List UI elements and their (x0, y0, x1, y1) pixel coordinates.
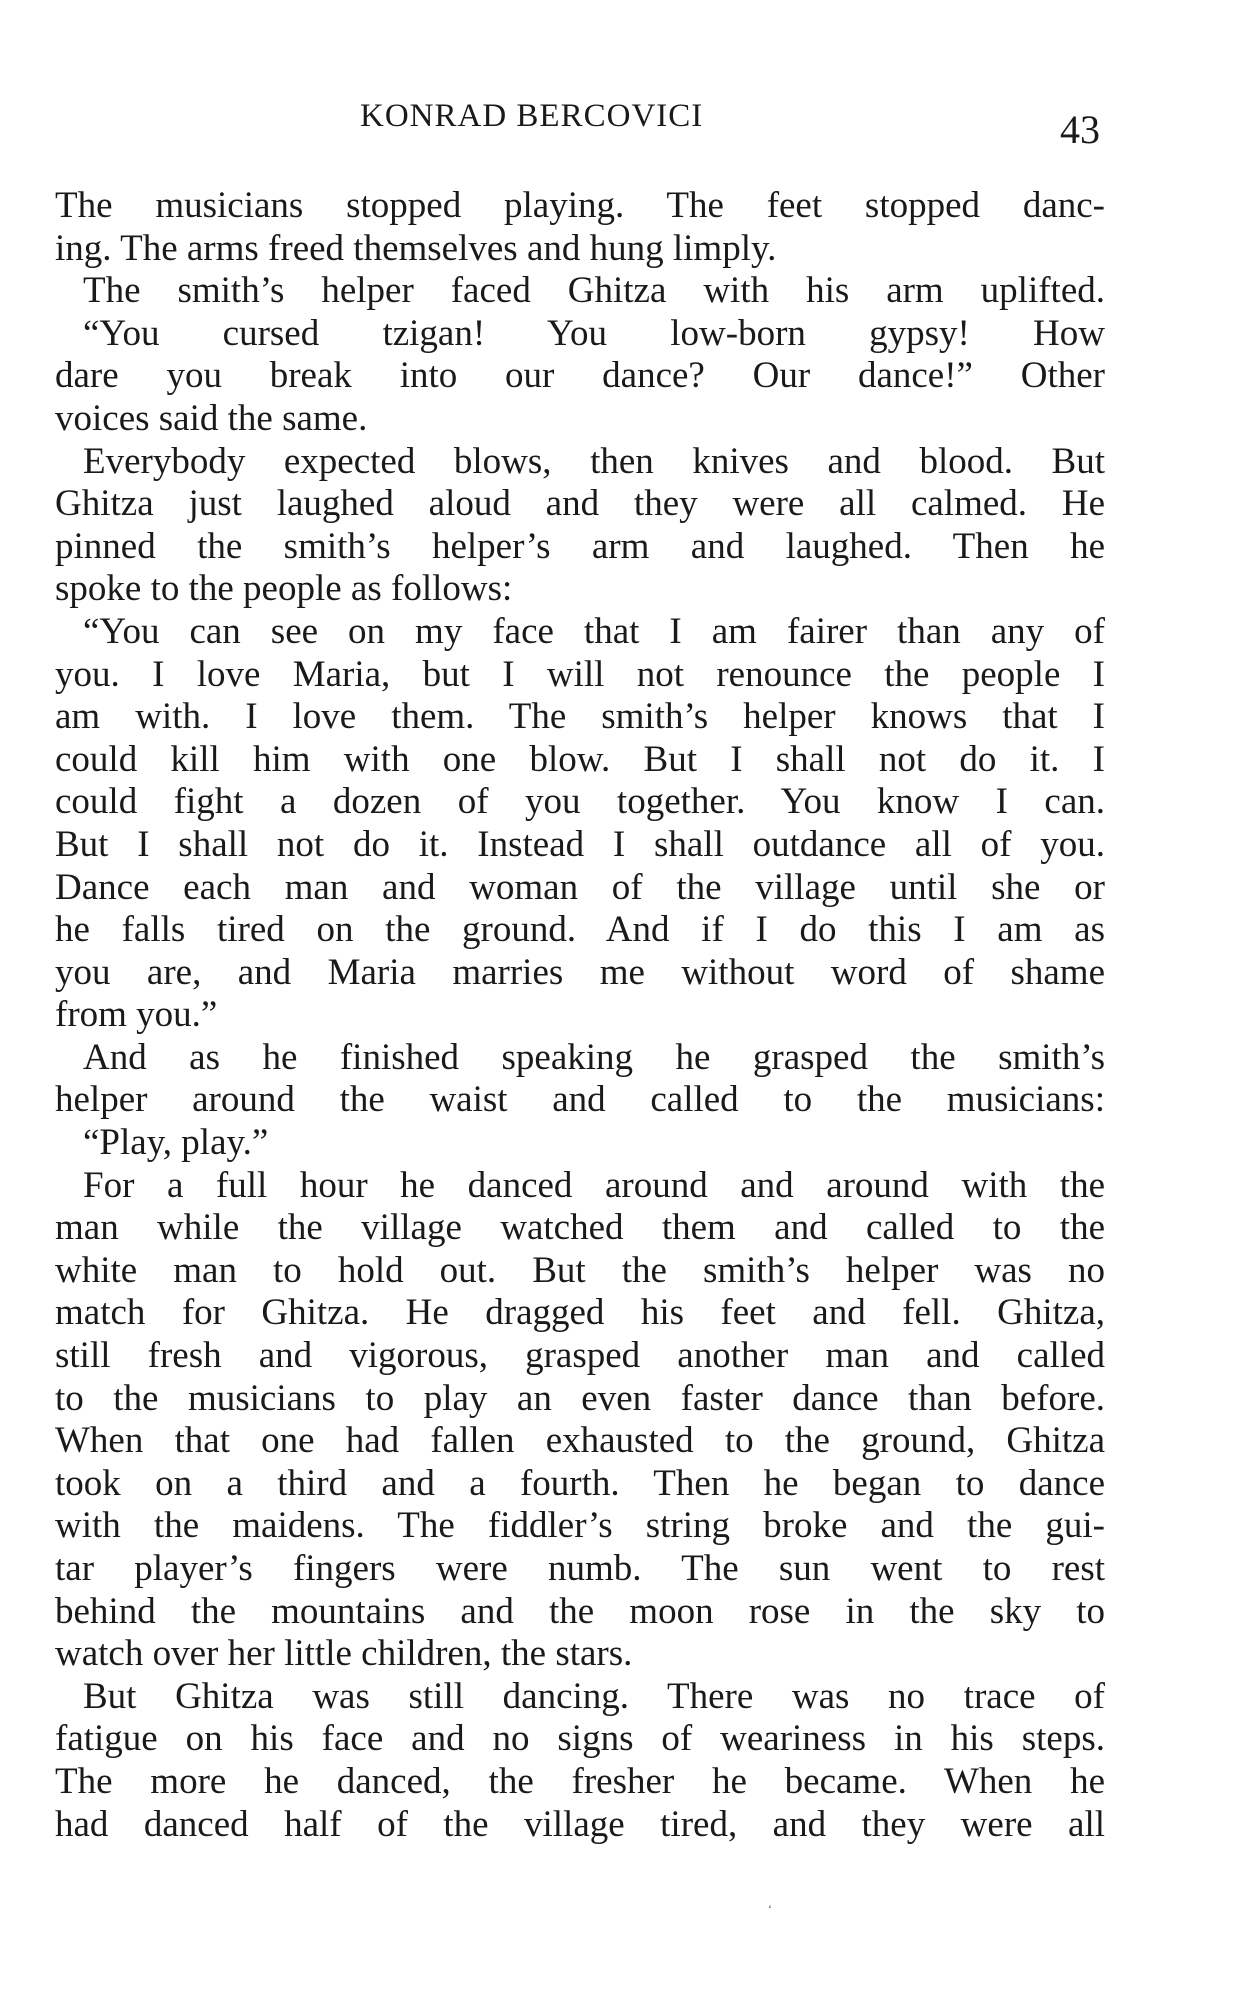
text-line: “You can see on my face that I am fairer than any of (83, 610, 1105, 652)
running-head: KONRAD BERCOVICI (360, 98, 704, 134)
text-line: with the maidens. The fiddler’s string broke and the gui- (55, 1505, 1105, 1547)
text-line: match for Ghitza. He dragged his feet and fell. Ghitza, (55, 1292, 1105, 1334)
text-line: Ghitza just laughed aloud and they were all calmed. He (55, 483, 1105, 525)
text-line: fatigue on his face and no signs of weariness in his steps. (55, 1718, 1105, 1760)
text-line: voices said the same. (55, 397, 368, 439)
text-line: took on a third and a fourth. Then he began to dance (55, 1462, 1105, 1504)
text-line: “Play, play.” (83, 1122, 269, 1164)
text-line: But I shall not do it. Instead I shall outdance all of you. (55, 823, 1105, 865)
text-line: When that one had fallen exhausted to the ground, Ghitza (55, 1420, 1105, 1462)
text-line: am with. I love them. The smith’s helper knows that I (55, 696, 1105, 738)
text-line: to the musicians to play an even faster dance than before. (55, 1377, 1105, 1419)
text-line: tar player’s fingers were numb. The sun went to rest (55, 1548, 1105, 1589)
text-line: could kill him with one blow. But I shall not do it. I (55, 738, 1105, 780)
text-line: Dance each man and woman of the village until she or (55, 866, 1105, 908)
text-line: helper around the waist and called to the musicians: (55, 1079, 1105, 1121)
text-line: spoke to the people as follows: (55, 568, 513, 610)
text-line: ing. The arms freed themselves and hung limply. (55, 227, 777, 269)
text-line: still fresh and vigorous, grasped another man and called (55, 1335, 1105, 1377)
text-line: dare you break into our dance? Our dance!” Other (55, 355, 1105, 397)
text-line: from you.” (55, 994, 218, 1036)
text-line: The more he danced, the fresher he became. When he (55, 1760, 1105, 1802)
text-line: white man to hold out. But the smith’s helper was no (55, 1249, 1105, 1291)
text-line: The smith’s helper faced Ghitza with his arm uplifted. (83, 270, 1105, 312)
stray-mark: ‘ (768, 1902, 772, 1916)
text-line: Everybody expected blows, then knives and blood. But (83, 440, 1105, 482)
text-line: And as he finished speaking he grasped the smith’s (83, 1036, 1105, 1078)
text-line: you. I love Maria, but I will not renounce the people I (55, 653, 1105, 695)
text-line: you are, and Maria marries me without word of shame (55, 951, 1105, 993)
page-number: 43 (1060, 107, 1100, 152)
text-line: could fight a dozen of you together. You know I can. (55, 781, 1105, 823)
text-line: had danced half of the village tired, and they were all (55, 1803, 1105, 1845)
text-line: he falls tired on the ground. And if I do this I am as (55, 909, 1105, 951)
text-line: For a full hour he danced around and around with the (83, 1164, 1105, 1206)
text-line: But Ghitza was still dancing. There was no trace of (83, 1675, 1105, 1717)
body-text (55, 185, 1105, 1846)
text-line: pinned the smith’s helper’s arm and laughed. Then he (55, 525, 1105, 567)
text-line: The musicians stopped playing. The feet stopped danc- (55, 185, 1105, 226)
text-line: man while the village watched them and called to the (55, 1207, 1105, 1249)
text-line: “You cursed tzigan! You low-born gypsy! How (83, 312, 1105, 354)
text-line: watch over her little children, the stars. (55, 1633, 633, 1675)
text-line: behind the mountains and the moon rose in the sky to (55, 1590, 1105, 1632)
